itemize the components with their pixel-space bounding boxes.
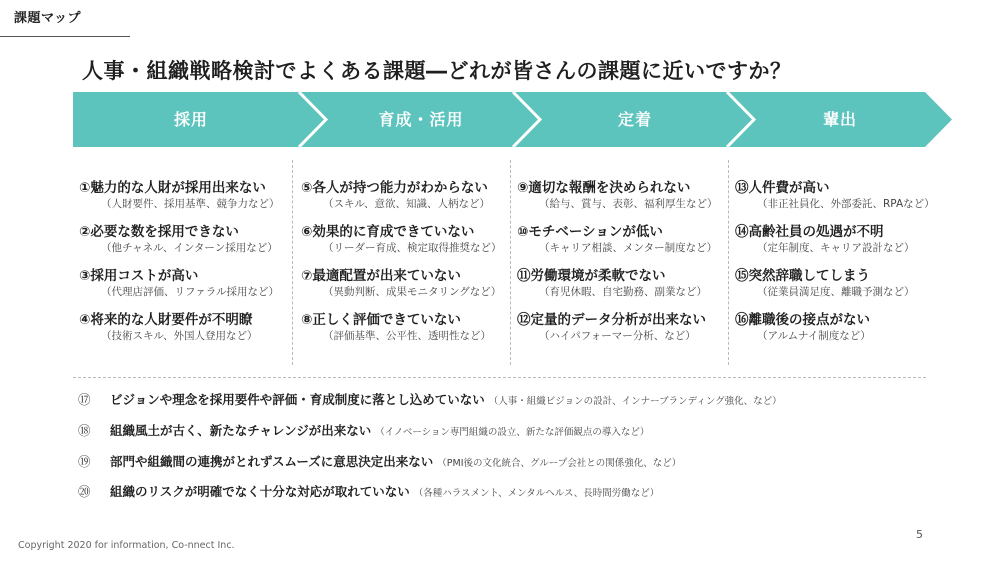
issue-examples: （ハイパフォーマー分析、など） [539, 330, 696, 342]
stage-column-retain [517, 160, 722, 365]
issue-item [79, 312, 258, 343]
issue-examples: （非正社員化、外部委託、RPAなど） [757, 198, 935, 210]
issue-item [79, 224, 278, 255]
issue-title: ⑧正しく評価できていない [301, 312, 461, 328]
issue-item [517, 312, 706, 343]
issue-examples: （人財要件、採用基準、競争力など） [101, 198, 280, 210]
stage-column-recruit [79, 160, 289, 365]
stage-column-develop [301, 160, 506, 365]
issue-examples: （評価基準、公平性、透明性など） [323, 330, 491, 342]
issue-title: ⑯離職後の接点がない [735, 312, 870, 328]
issue-title: ⑨適切な報酬を決められない [517, 180, 691, 196]
cross-issue-number: ⑳ [78, 484, 91, 499]
cross-issue-note: （人事・組織ビジョンの設計、インナーブランディング強化、など） [488, 396, 782, 407]
issue-item [517, 224, 717, 255]
issue-examples: （アルムナイ制度など） [757, 330, 871, 342]
page-number: 5 [916, 528, 923, 541]
cross-issue-note: （各種ハラスメント、メンタルヘルス、長時間労働など） [413, 488, 660, 499]
issue-title: ③採用コストが高い [79, 268, 199, 284]
issue-title: ⑫定量的データ分析が出来ない [517, 312, 706, 328]
issue-examples: （代理店評価、リファラル採用など） [101, 286, 279, 298]
issue-title: ⑪労働環境が柔軟でない [517, 268, 666, 284]
issue-title: ⑭高齢社員の処遇が不明 [735, 224, 884, 240]
cross-issue-text: 組織風土が古く、新たなチャレンジが出来ない [110, 423, 372, 438]
cross-issue-row [78, 452, 681, 470]
issue-item [301, 224, 502, 255]
cross-issue-text: 組織のリスクが明確でなく十分な対応が取れていない [110, 484, 410, 499]
issue-examples: （キャリア相談、メンター制度など） [539, 242, 718, 254]
page-title: 人事・組織戦略検討でよくある課題―どれが皆さんの課題に近いですか？ [82, 59, 792, 83]
issue-examples: （技術スキル、外国人登用など） [101, 330, 258, 342]
stage-label-develop: 育成・活用 [378, 110, 464, 129]
cross-issue-number: ⑱ [78, 423, 91, 438]
issue-examples: （給与、賞与、表彰、福利厚生など） [539, 198, 718, 210]
issue-title: ②必要な数を採用できない [79, 224, 239, 240]
issue-title: ⑩モチベーションが低い [517, 224, 663, 240]
issue-item [735, 268, 915, 299]
copyright-notice: Copyright 2020 for information, Co-nnect Inc. [18, 540, 235, 551]
issue-item [517, 268, 707, 299]
stage-label-recruit: 採用 [173, 110, 208, 129]
column-divider [292, 160, 293, 365]
issue-title: ④将来的な人財要件が不明瞭 [79, 312, 253, 328]
cross-issue-row [78, 390, 782, 408]
issue-item [301, 268, 501, 299]
issue-examples: （育児休暇、自宅勤務、副業など） [539, 286, 707, 298]
cross-issue-number: ⑰ [78, 392, 91, 407]
stage-flow [73, 92, 953, 147]
issue-title: ⑦最適配置が出来ていない [301, 268, 461, 284]
section-divider [73, 377, 926, 378]
issue-item [517, 180, 718, 211]
issue-item [735, 312, 871, 343]
issue-examples: （他チャネル、インターン採用など） [101, 242, 278, 254]
cross-issue-number: ⑲ [78, 454, 91, 469]
column-divider [728, 160, 729, 365]
cross-issue-text: 部門や組織間の連携がとれずスムーズに意思決定出来ない [110, 454, 434, 469]
cross-issue-row [78, 482, 659, 500]
cross-issue-note: （PMI後の文化統合、グループ会社との関係強化、など） [437, 458, 682, 469]
page-label-underline [0, 36, 130, 37]
issue-examples: （従業員満足度、離職予測など） [757, 286, 915, 298]
issue-item [79, 268, 279, 299]
stage-label-retain: 定着 [617, 110, 652, 129]
issue-item [301, 180, 490, 211]
issue-examples: （スキル、意欲、知識、人柄など） [323, 198, 491, 210]
issue-item [735, 180, 935, 211]
column-divider [510, 160, 511, 365]
issue-item [79, 180, 280, 211]
cross-issue-text: ビジョンや理念を採用要件や評価・育成制度に落とし込めていない [110, 392, 485, 407]
cross-issue-row [78, 421, 649, 439]
stage-label-outflow: 輩出 [822, 110, 857, 129]
issue-examples: （リーダー育成、検定取得推奨など） [323, 242, 502, 254]
issue-examples: （定年制度、キャリア設計など） [757, 242, 915, 254]
page-label: 課題マップ [14, 11, 81, 26]
issue-title: ⑮突然辞職してしまう [735, 268, 870, 284]
issue-item [301, 312, 491, 343]
issue-item [735, 224, 915, 255]
issue-title: ⑬人件費が高い [735, 180, 830, 196]
issue-title: ①魅力的な人財が採用出来ない [79, 180, 266, 196]
cross-issue-note: （イノベーション専門組織の設立、新たな評価観点の導入など） [375, 427, 650, 438]
issue-examples: （異動判断、成果モニタリングなど） [323, 286, 502, 298]
issue-title: ⑥効果的に育成できていない [301, 224, 475, 240]
issue-title: ⑤各人が持つ能力がわからない [301, 180, 488, 196]
stage-column-outflow [735, 160, 940, 365]
